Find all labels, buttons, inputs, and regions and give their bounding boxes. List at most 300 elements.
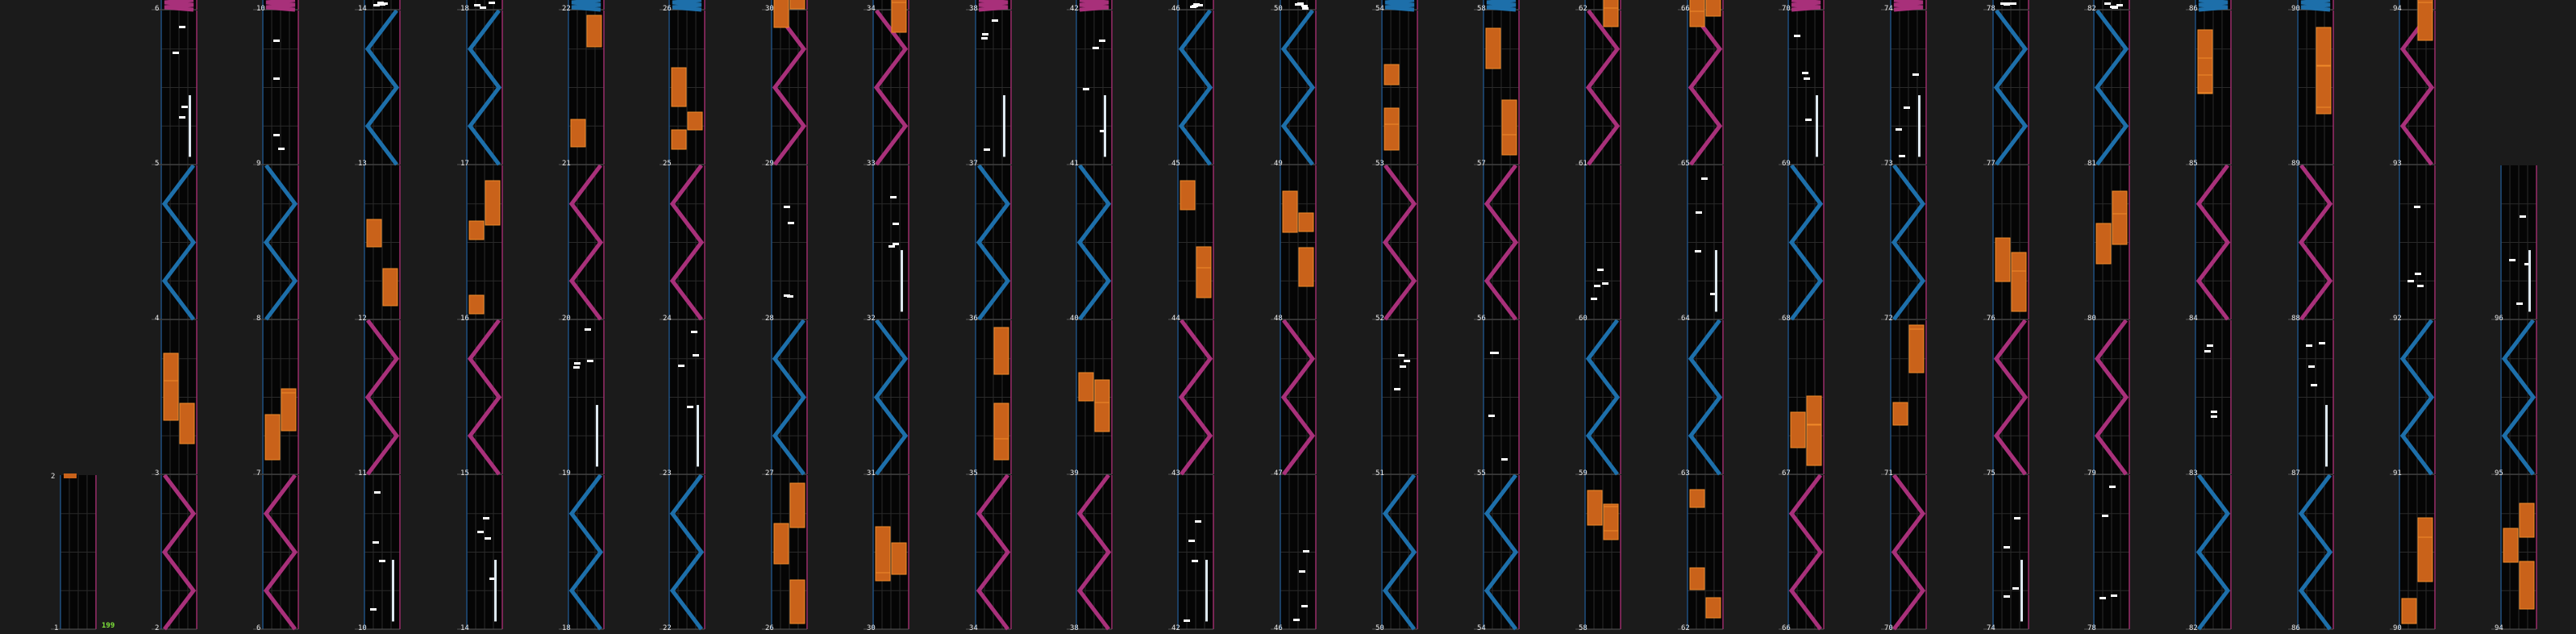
long-note [2503, 528, 2518, 562]
measure-number: 30 [867, 624, 876, 632]
tap-note [1912, 73, 1919, 76]
tap-note [1501, 458, 1508, 461]
long-note [571, 119, 585, 147]
measure-number: 25 [663, 160, 672, 168]
long-note [64, 473, 77, 478]
measure-number: 78 [1987, 5, 1995, 13]
long-note [2418, 518, 2432, 537]
measure-number: 82 [2087, 5, 2096, 13]
tap-note [1092, 47, 1099, 49]
measure-number: 17 [460, 160, 469, 168]
tap-note [2520, 215, 2526, 218]
measure-number: 64 [1681, 315, 1690, 323]
tap-note [2104, 2, 2111, 5]
tap-note [1802, 72, 1808, 74]
long-note [1791, 412, 1805, 448]
measure-number: 68 [1782, 315, 1791, 323]
tap-note [372, 541, 379, 544]
measure-number: 18 [460, 5, 469, 13]
tap-note [1301, 5, 1308, 7]
long-note [2418, 2, 2432, 40]
tap-note [1404, 360, 1410, 362]
long-note [1384, 65, 1399, 85]
measure-number: 66 [1782, 624, 1791, 632]
long-note [790, 483, 805, 528]
tap-note [587, 360, 593, 362]
tap-note [2102, 515, 2108, 517]
measure-number: 38 [969, 5, 978, 13]
tap-note [1602, 282, 1608, 285]
tap-note [1293, 619, 1300, 621]
measure-number: 62 [1681, 624, 1690, 632]
long-note [1299, 248, 1313, 286]
tap-note [2116, 4, 2123, 6]
long-note [1299, 213, 1313, 231]
measure-number: 42 [1070, 5, 1079, 13]
measure-number: 94 [2495, 624, 2503, 632]
measure-number: 39 [1070, 469, 1079, 478]
measure-number: 30 [765, 5, 774, 13]
tap-note [2311, 384, 2317, 386]
tap-note [480, 6, 486, 9]
measure-number: 70 [1782, 5, 1791, 13]
tap-note [2308, 365, 2315, 368]
measure-number: 40 [1070, 315, 1079, 323]
measure-number: 26 [765, 624, 774, 632]
long-note [281, 393, 296, 431]
measure-number: 85 [2189, 160, 2198, 168]
long-note [774, 0, 789, 27]
measure-number: 36 [969, 315, 978, 323]
tap-note [788, 222, 794, 224]
measure-number: 79 [2087, 469, 2096, 478]
long-note [672, 68, 686, 106]
measure-number: 35 [969, 469, 978, 478]
hold-note [2020, 560, 2023, 621]
tap-note [2014, 517, 2020, 519]
long-note [469, 221, 484, 240]
long-note [2520, 503, 2534, 537]
measure-number: 8 [256, 315, 261, 323]
measure-number: 50 [1375, 624, 1384, 632]
measure-number: 46 [1171, 5, 1180, 13]
tap-note [1490, 352, 1496, 354]
tap-note [373, 4, 380, 6]
measure-number: 55 [1477, 469, 1486, 478]
measure-number: 88 [2291, 315, 2300, 323]
measure-number: 81 [2087, 160, 2096, 168]
hold-note [2528, 250, 2531, 311]
measure-number: 13 [358, 160, 367, 168]
tap-note [2109, 486, 2116, 488]
long-note [2096, 223, 2111, 264]
long-note [876, 527, 890, 573]
measure-number: 59 [1579, 469, 1588, 478]
measure-number: 4 [155, 315, 160, 323]
tap-note [374, 491, 381, 494]
measure-number: 6 [155, 5, 160, 13]
tap-note [1696, 211, 1702, 214]
long-note [469, 295, 484, 314]
measure-number: 10 [358, 624, 367, 632]
measure-number: 80 [2087, 315, 2096, 323]
measure-number: 41 [1070, 160, 1079, 168]
measure-number: 90 [2291, 5, 2300, 13]
tap-note [2211, 415, 2217, 418]
measure-number: 18 [562, 624, 571, 632]
measure-number: 66 [1681, 5, 1690, 13]
tap-note [173, 52, 179, 54]
measure-number: 10 [256, 5, 265, 13]
long-note [1588, 490, 1602, 525]
tap-note [2004, 595, 2010, 598]
tap-note [2407, 280, 2414, 282]
measure-number: 11 [358, 469, 367, 478]
hold-note [392, 560, 394, 621]
measure-number: 91 [2393, 469, 2402, 478]
measure-number: 82 [2189, 624, 2198, 632]
measure-number: 38 [1070, 624, 1079, 632]
tap-note [1805, 119, 1812, 121]
measure-number: 20 [562, 315, 571, 323]
tap-note [1896, 128, 1902, 131]
measure-number: 12 [358, 315, 367, 323]
tap-note [2004, 546, 2010, 548]
tap-note [273, 77, 280, 80]
tap-note [1099, 40, 1105, 42]
measure-number: 37 [969, 160, 978, 168]
tap-note [691, 331, 697, 333]
hold-note [596, 405, 598, 466]
tap-note [678, 365, 685, 367]
measure-number: 53 [1375, 160, 1384, 168]
measure-number: 45 [1171, 160, 1180, 168]
measure-number: 61 [1579, 160, 1588, 168]
measure-number: 34 [867, 5, 876, 13]
measure-number: 89 [2291, 160, 2300, 168]
tap-note [2000, 2, 2007, 5]
long-note [994, 403, 1009, 439]
tap-note [2415, 273, 2421, 275]
measure-number: 34 [969, 624, 978, 632]
long-note [367, 219, 381, 247]
long-note [2316, 27, 2331, 65]
tap-note [379, 560, 385, 562]
long-note [1486, 28, 1500, 69]
long-note [1384, 124, 1399, 150]
hold-note [1003, 95, 1005, 156]
tap-note [982, 33, 988, 35]
measure-number: 92 [2393, 315, 2402, 323]
measure-number: 94 [2393, 5, 2402, 13]
measure-number: 23 [663, 469, 672, 478]
tap-note [2100, 597, 2106, 599]
measure-number: 9 [256, 160, 261, 168]
measure-number: 96 [2495, 315, 2503, 323]
long-note [1095, 380, 1109, 403]
measure-number: 42 [1171, 624, 1180, 632]
measure-number: 57 [1477, 160, 1486, 168]
hold-note [1715, 250, 1717, 311]
tap-note [477, 531, 484, 533]
long-note [1283, 191, 1297, 232]
long-note [1690, 568, 1704, 590]
long-note [2198, 30, 2212, 58]
measure-number: 62 [1579, 5, 1588, 13]
long-note [1095, 403, 1109, 432]
tap-note [1083, 88, 1089, 90]
tap-note [483, 517, 489, 519]
measure-number: 83 [2189, 469, 2198, 478]
long-note [383, 269, 397, 306]
tap-note [893, 243, 899, 245]
tap-note [474, 4, 481, 6]
tap-note [1701, 177, 1708, 180]
measure-number: 74 [1987, 624, 1995, 632]
measure-number: 1 [54, 624, 59, 632]
measure-number: 54 [1477, 624, 1486, 632]
measure-number: 29 [765, 160, 774, 168]
tap-note [787, 295, 793, 298]
tap-note [687, 406, 693, 408]
tap-note [1301, 605, 1308, 607]
tap-note [1398, 354, 1405, 357]
tap-note [2007, 2, 2013, 5]
measure-number: 51 [1375, 469, 1384, 478]
long-note [1690, 0, 1704, 11]
long-note [1079, 373, 1093, 401]
long-note [688, 112, 702, 130]
measure-number: 32 [867, 315, 876, 323]
measure-number: 26 [663, 5, 672, 13]
tap-note [2414, 206, 2420, 208]
tap-note [1192, 560, 1198, 562]
measure-number: 72 [1884, 315, 1893, 323]
tap-note [1394, 388, 1400, 390]
tap-note [1299, 570, 1305, 573]
long-note [1995, 238, 2010, 282]
tap-note [2204, 350, 2211, 352]
long-note [1706, 598, 1721, 618]
measure-number: 24 [663, 315, 672, 323]
measure-number: 50 [1274, 5, 1283, 13]
tap-note [485, 537, 491, 540]
tap-note [379, 3, 385, 6]
tap-note [1303, 550, 1309, 553]
long-note [1807, 396, 1821, 424]
tap-note [2417, 285, 2424, 287]
measure-number: 93 [2393, 160, 2402, 168]
tap-note [2509, 259, 2516, 261]
measure-number: 48 [1274, 315, 1283, 323]
long-note [790, 0, 805, 9]
measure-number: 73 [1884, 160, 1893, 168]
tap-note [1695, 250, 1701, 252]
long-note [1502, 100, 1517, 135]
measure-number: 27 [765, 469, 774, 478]
measure-number: 19 [562, 469, 571, 478]
measure-number: 60 [1579, 315, 1588, 323]
tap-note [278, 148, 285, 150]
long-note [1196, 268, 1211, 298]
hold-note [1104, 95, 1106, 156]
measure-number: 15 [460, 469, 469, 478]
long-note [1909, 329, 1924, 373]
measure-number: 54 [1375, 5, 1384, 13]
long-note [1706, 0, 1721, 16]
tap-note [1904, 106, 1910, 109]
tap-note [992, 19, 998, 22]
long-note [2112, 214, 2127, 244]
measure-number: 84 [2189, 315, 2198, 323]
measure-number: 22 [663, 624, 672, 632]
tap-note [1400, 365, 1406, 368]
tap-note [489, 2, 495, 4]
tap-note [1295, 3, 1301, 6]
tap-note [2516, 302, 2523, 305]
long-note [1180, 181, 1195, 210]
long-note [2198, 75, 2212, 93]
note-counter: 199 [102, 622, 115, 630]
measure-number: 21 [562, 160, 571, 168]
measure-number: 52 [1375, 315, 1384, 323]
hold-note [189, 95, 191, 156]
tap-note [273, 40, 280, 42]
measure-number: 31 [867, 469, 876, 478]
measure-number: 70 [1884, 624, 1893, 632]
measure-number: 16 [460, 315, 469, 323]
tap-note [1899, 155, 1905, 157]
long-note [265, 415, 280, 460]
measure-number: 63 [1681, 469, 1690, 478]
measure-number: 86 [2189, 5, 2198, 13]
hold-note [1205, 560, 1208, 621]
long-note [180, 403, 194, 444]
measure-number: 47 [1274, 469, 1283, 478]
long-note [2402, 599, 2416, 624]
measure-number: 56 [1477, 315, 1486, 323]
long-note [892, 2, 906, 32]
tap-note [1591, 298, 1597, 300]
tap-note [1195, 520, 1201, 523]
measure-number: 49 [1274, 160, 1283, 168]
long-note [892, 543, 906, 574]
tap-note [179, 26, 185, 28]
tap-note [181, 106, 188, 108]
measure-number: 2 [155, 624, 160, 632]
measure-number: 22 [562, 5, 571, 13]
long-note [2012, 271, 2026, 311]
measure-number: 33 [867, 160, 876, 168]
measure-number: 67 [1782, 469, 1791, 478]
measure-number: 5 [155, 160, 160, 168]
long-note [2418, 537, 2432, 582]
measure-number: 71 [1884, 469, 1893, 478]
tap-note [984, 148, 990, 151]
long-note [1807, 425, 1821, 465]
hold-note [2325, 405, 2328, 466]
long-note [672, 130, 686, 149]
measure-number: 14 [460, 624, 469, 632]
tap-note [981, 37, 988, 40]
tap-note [1804, 77, 1810, 80]
tap-note [370, 608, 377, 611]
tap-note [1488, 415, 1495, 417]
long-note [774, 523, 789, 564]
measure-number: 77 [1987, 160, 1995, 168]
hold-note [494, 560, 497, 621]
measure-number: 95 [2495, 469, 2503, 478]
measure-number: 14 [358, 5, 367, 13]
long-note [587, 15, 601, 47]
tap-note [890, 196, 897, 198]
long-note [2316, 66, 2331, 107]
measure-number: 43 [1171, 469, 1180, 478]
tap-note [784, 206, 790, 208]
measure-number: 76 [1987, 315, 1995, 323]
tap-note [573, 366, 580, 369]
measure-number: 3 [155, 469, 160, 478]
long-note [2520, 561, 2534, 609]
measure-number: 69 [1782, 160, 1791, 168]
tap-note [2319, 342, 2325, 344]
measure-number: 87 [2291, 469, 2300, 478]
measure-number: 28 [765, 315, 774, 323]
measure-number: 58 [1579, 624, 1588, 632]
long-note [1604, 0, 1618, 8]
tap-note [1597, 269, 1604, 271]
hold-note [1918, 95, 1921, 156]
long-note [790, 580, 805, 624]
tap-note [585, 328, 591, 331]
tap-note [273, 134, 280, 136]
tap-note [574, 362, 581, 365]
tap-note [179, 116, 185, 119]
tap-note [2110, 6, 2116, 8]
measure-number: 90 [2393, 624, 2402, 632]
long-note [1690, 490, 1704, 507]
tap-note [1184, 619, 1190, 622]
tap-note [2306, 344, 2312, 347]
measure-number: 74 [1884, 5, 1893, 13]
measure-number: 6 [256, 624, 261, 632]
measure-number: 78 [2087, 624, 2096, 632]
tap-note [1188, 540, 1195, 542]
measure-number: 65 [1681, 160, 1690, 168]
tap-note [893, 223, 899, 225]
hold-note [1816, 95, 1818, 156]
measure-number: 44 [1171, 315, 1180, 323]
measure-number: 86 [2291, 624, 2300, 632]
measure-number: 46 [1274, 624, 1283, 632]
long-note [1893, 403, 1908, 425]
tap-note [2211, 411, 2217, 413]
long-note [485, 181, 500, 225]
hold-note [901, 250, 903, 311]
tap-note [888, 245, 895, 248]
hold-note [697, 405, 699, 466]
measure-number: 7 [256, 469, 261, 478]
tap-note [1794, 35, 1800, 37]
tap-note [2111, 594, 2117, 597]
tap-note [1302, 7, 1309, 10]
measure-number: 75 [1987, 469, 1995, 478]
tap-note [1196, 4, 1203, 6]
tap-note [2207, 344, 2213, 347]
tap-note [2012, 587, 2019, 590]
measure-number: 58 [1477, 5, 1486, 13]
tap-note [1594, 285, 1600, 287]
